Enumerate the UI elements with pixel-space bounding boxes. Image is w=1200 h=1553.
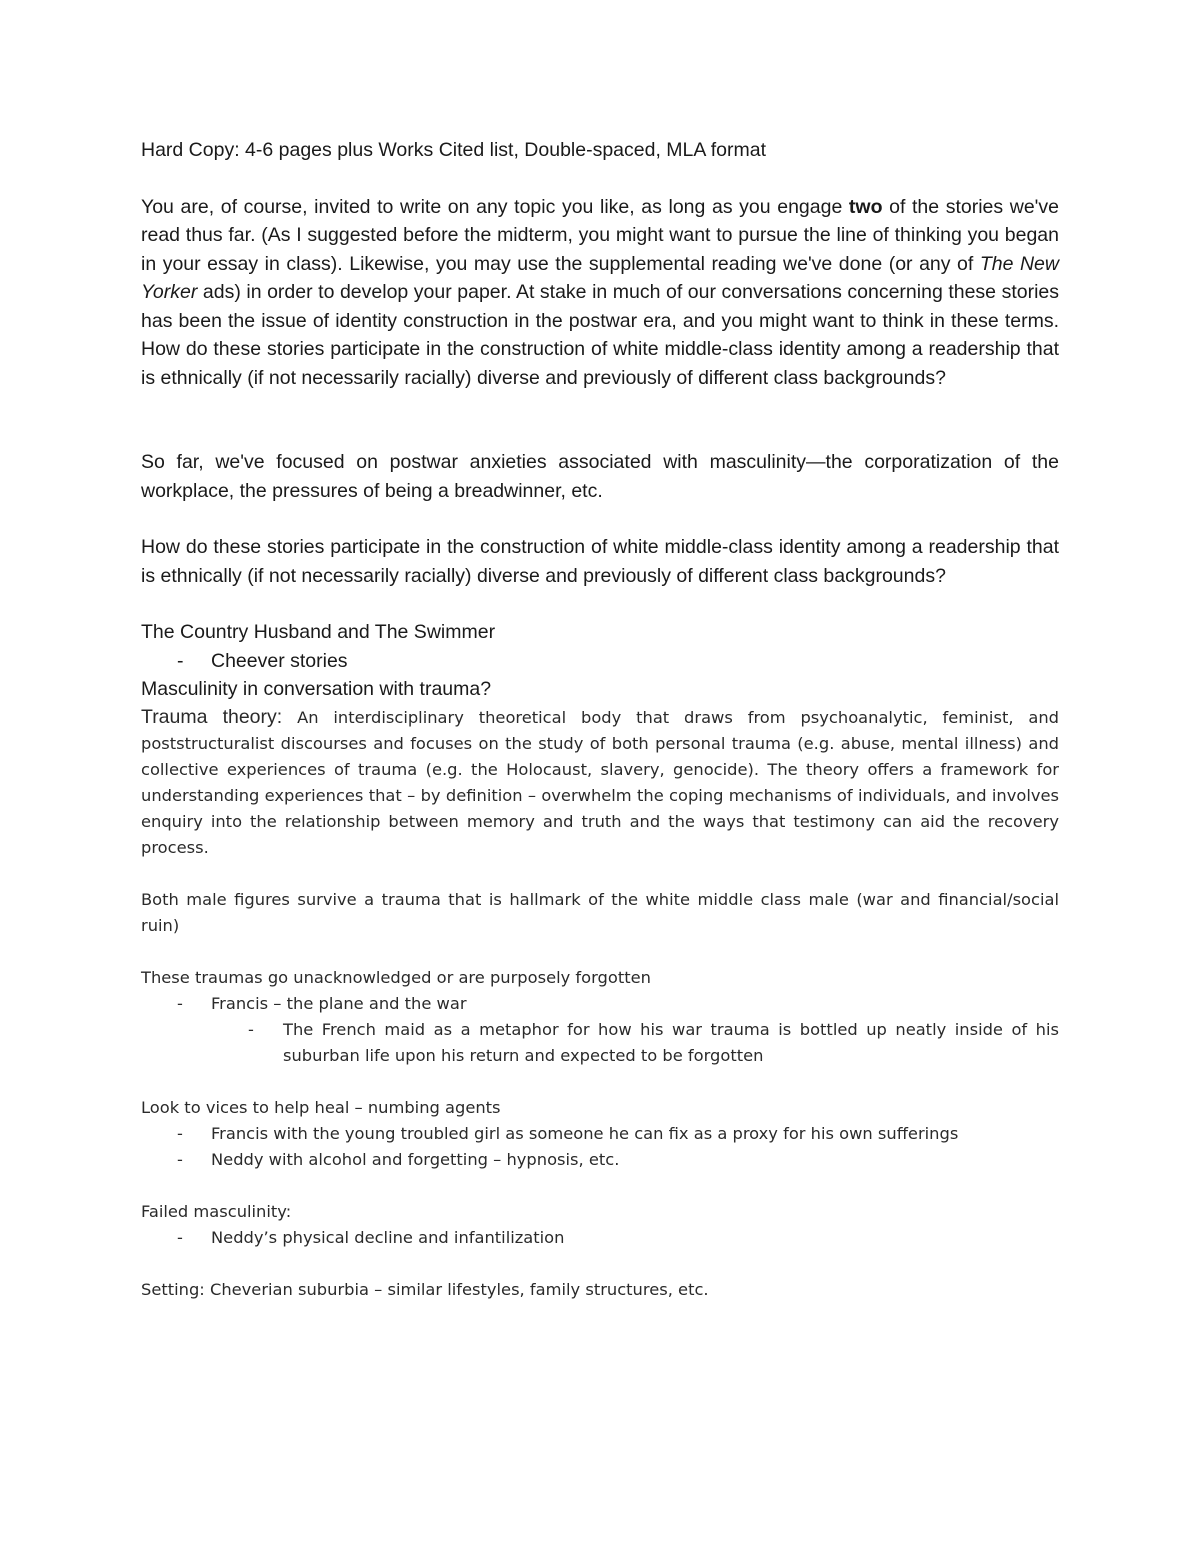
dash-bullet: - bbox=[248, 1019, 254, 1039]
list-item bbox=[141, 991, 1059, 1017]
assignment-header: Hard Copy: 4-6 pages plus Works Cited list, Double-spaced, MLA format bbox=[141, 139, 766, 161]
intro-text-2: of the stories we've read thus far. (As I suggested before the midterm, you might want to pursue the line of thinking you began in your essay in class). Likewise, you may use the supplemental reading we've done (or any of bbox=[141, 195, 1059, 275]
list-subitem bbox=[141, 1017, 1059, 1069]
intro-text-3: ads) in order to develop your paper. At stake in much of our conversations concerning these stories has been the issue of identity construction in the postwar era, and you might want to think in these terms. How do these stories participate in the construction of white middle-class identity among a readership that is ethnically (if not necessarily racially) diverse and previously of different class backgrounds? bbox=[141, 281, 1059, 389]
dash-bullet: - bbox=[177, 993, 183, 1013]
stories-heading: The Country Husband and The Swimmer bbox=[141, 621, 496, 643]
intro-paragraph bbox=[141, 193, 1059, 393]
trauma-theory-definition: An interdisciplinary theoretical body that draws from psychoanalytic, feminist, and poststructuralist discourses and focuses on the study of both personal trauma (e.g. abuse, mental illness) and collective experiences of trauma (e.g. the Holocaust, slavery, genocide). The theory offers a framework for understanding experiences that – by definition – overwhelm the coping mechanisms of individuals, and involves enquiry into the relationship between memory and truth and the ways that testimony can aid the recovery process. bbox=[141, 707, 1059, 857]
list-item bbox=[141, 647, 1059, 676]
list-item bbox=[141, 1121, 1059, 1147]
list-subitem-text: The French maid as a metaphor for how his war trauma is bottled up neatly inside of his suburban life upon his return and expected to be forgotten bbox=[283, 1019, 1059, 1065]
list-item bbox=[141, 1225, 1059, 1251]
vices-list bbox=[141, 1121, 1059, 1173]
dash-bullet: - bbox=[177, 1149, 183, 1169]
intro-text-1: You are, of course, invited to write on any topic you like, as long as you engage bbox=[141, 195, 849, 218]
list-item-text: Cheever stories bbox=[211, 649, 348, 672]
stories-list bbox=[141, 647, 1059, 676]
dash-bullet: - bbox=[177, 1123, 183, 1143]
list-item bbox=[141, 1147, 1059, 1173]
failed-masculinity-heading: Failed masculinity: bbox=[141, 1201, 292, 1221]
list-item-text: Neddy with alcohol and forgetting – hypnosis, etc. bbox=[211, 1149, 620, 1169]
list-item-text: Francis with the young troubled girl as someone he can fix as a proxy for his own sufferings bbox=[211, 1123, 959, 1143]
dash-bullet: - bbox=[177, 649, 184, 672]
trauma-theory-colon: : bbox=[276, 705, 283, 728]
question-paragraph: How do these stories participate in the construction of white middle-class identity among a readership that is ethnically (if not necessarily racially) diverse and previously of different class backgrounds? bbox=[141, 536, 1059, 587]
vices-heading: Look to vices to help heal – numbing agents bbox=[141, 1097, 501, 1117]
masculinity-question: Masculinity in conversation with trauma? bbox=[141, 678, 492, 700]
focus-paragraph: So far, we've focused on postwar anxieties associated with masculinity—the corporatization of the workplace, the pressures of being a breadwinner, etc. bbox=[141, 451, 1059, 502]
both-male-paragraph: Both male figures survive a trauma that is hallmark of the white middle class male (war and financial/social ruin) bbox=[141, 889, 1059, 935]
list-item-text: Neddy’s physical decline and infantilization bbox=[211, 1227, 565, 1247]
list-item-text: Francis – the plane and the war bbox=[211, 993, 467, 1013]
intro-bold-two: two bbox=[848, 195, 883, 218]
failed-masculinity-list bbox=[141, 1225, 1059, 1251]
trauma-theory-paragraph bbox=[141, 704, 1059, 861]
unacknowledged-heading: These traumas go unacknowledged or are purposely forgotten bbox=[141, 967, 651, 987]
intro-italic-magazine: The New Yorker bbox=[141, 252, 1059, 303]
setting-line: Setting: Cheverian suburbia – similar lifestyles, family structures, etc. bbox=[141, 1279, 709, 1299]
trauma-theory-label: Trauma theory bbox=[141, 705, 277, 728]
unacknowledged-list bbox=[141, 991, 1059, 1069]
dash-bullet: - bbox=[177, 1227, 183, 1247]
document-page bbox=[141, 136, 1059, 1303]
